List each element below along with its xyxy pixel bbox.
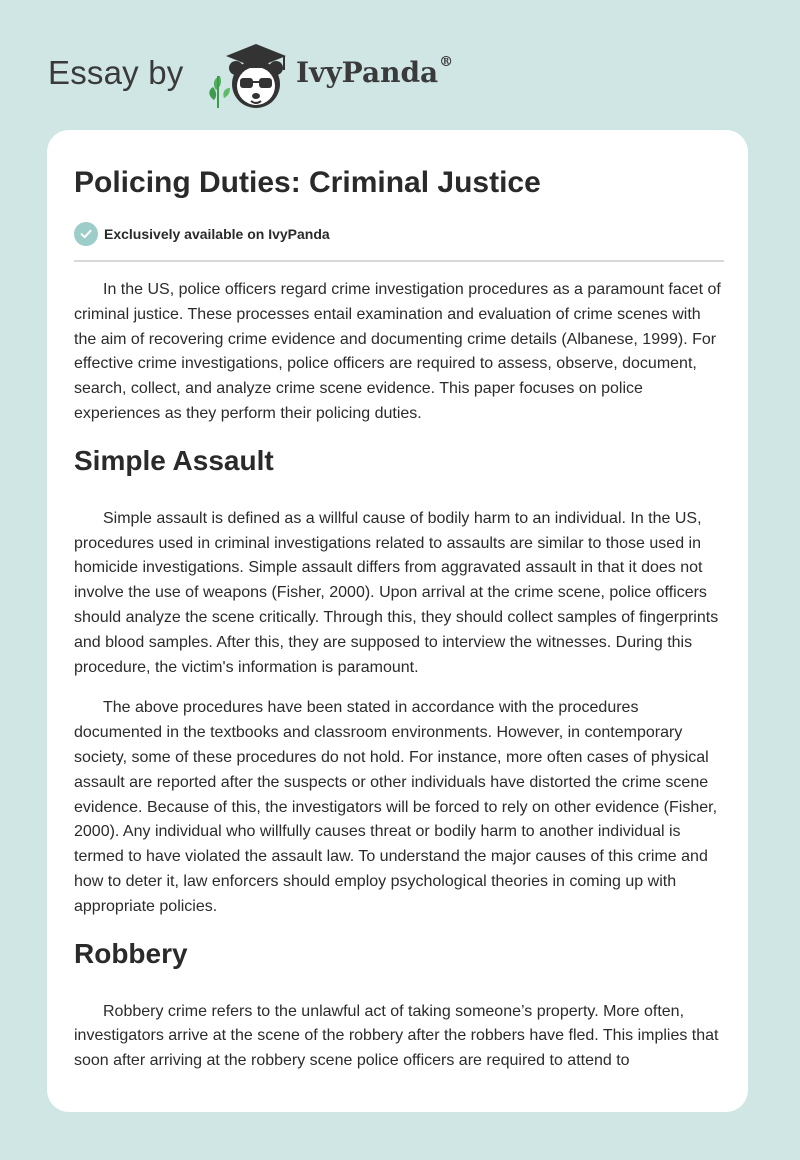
brand-name[interactable]: IvyPanda® — [296, 54, 454, 89]
intro-paragraph: In the US, police officers regard crime investigation procedures as a paramount facet of criminal justice. These processes entail examination and evaluation of crime scenes with the aim of recovering crime evidence and documenting crime details (Albanese, 1999). For effective crime investigations, police officers are required to assess, observe, document, search, collect, and analyze crime scene evidence. This paper focuses on police experiences as they perform their policing duties. — [74, 281, 721, 422]
section-heading-simple-assault: Simple Assault — [74, 444, 274, 476]
article-body — [74, 278, 724, 1090]
section-heading-robbery: Robbery — [74, 937, 188, 969]
paragraph: Robbery crime refers to the unlawful act of taking someone’s property. More often, investigators arrive at the scene of the robbery after the robbers have fled. This implies that soon after arriving at the robbery scene police officers are required to attend to — [74, 1002, 719, 1070]
badge-text: Exclusively available on IvyPanda — [104, 226, 330, 242]
article-title: Policing Duties: Criminal Justice — [74, 166, 541, 199]
article-card — [47, 130, 748, 1112]
divider — [74, 260, 724, 262]
site-header — [48, 34, 508, 110]
panda-logo-icon[interactable] — [204, 38, 296, 112]
paragraph: The above procedures have been stated in accordance with the procedures documented in the textbooks and classroom environments. However, in contemporary society, some of these procedures do not hold. For instance, more often cases of physical assault are reported after the suspects or other individuals have distorted the crime scene evidence. Because of this, the investigators will be forced to rely on other evidence (Fisher, 2000). Any individual who willfully causes threat or bodily harm to another individual is termed to have violated the assault law. To understand the major causes of this crime and how to deter it, law enforcers should employ psychological theories in coming up with appropriate policies. — [74, 699, 718, 915]
brand-prefix: Essay by — [48, 54, 184, 91]
registered-mark: ® — [439, 54, 454, 70]
exclusive-badge — [74, 222, 330, 246]
paragraph: Simple assault is defined as a willful cause of bodily harm to an individual. In the US, procedures used in criminal investigations related to assaults are similar to those used in homicide investigations. Simple assault differs from aggravated assault in that it does not involve the use of weapons (Fisher, 2000). Upon arrival at the crime scene, police officers should analyze the scene critically. Through this, they should collect samples of fingerprints and blood samples. After this, they are supposed to interview the witnesses. During this procedure, the victim's information is paramount. — [74, 509, 719, 676]
check-icon — [74, 222, 98, 246]
